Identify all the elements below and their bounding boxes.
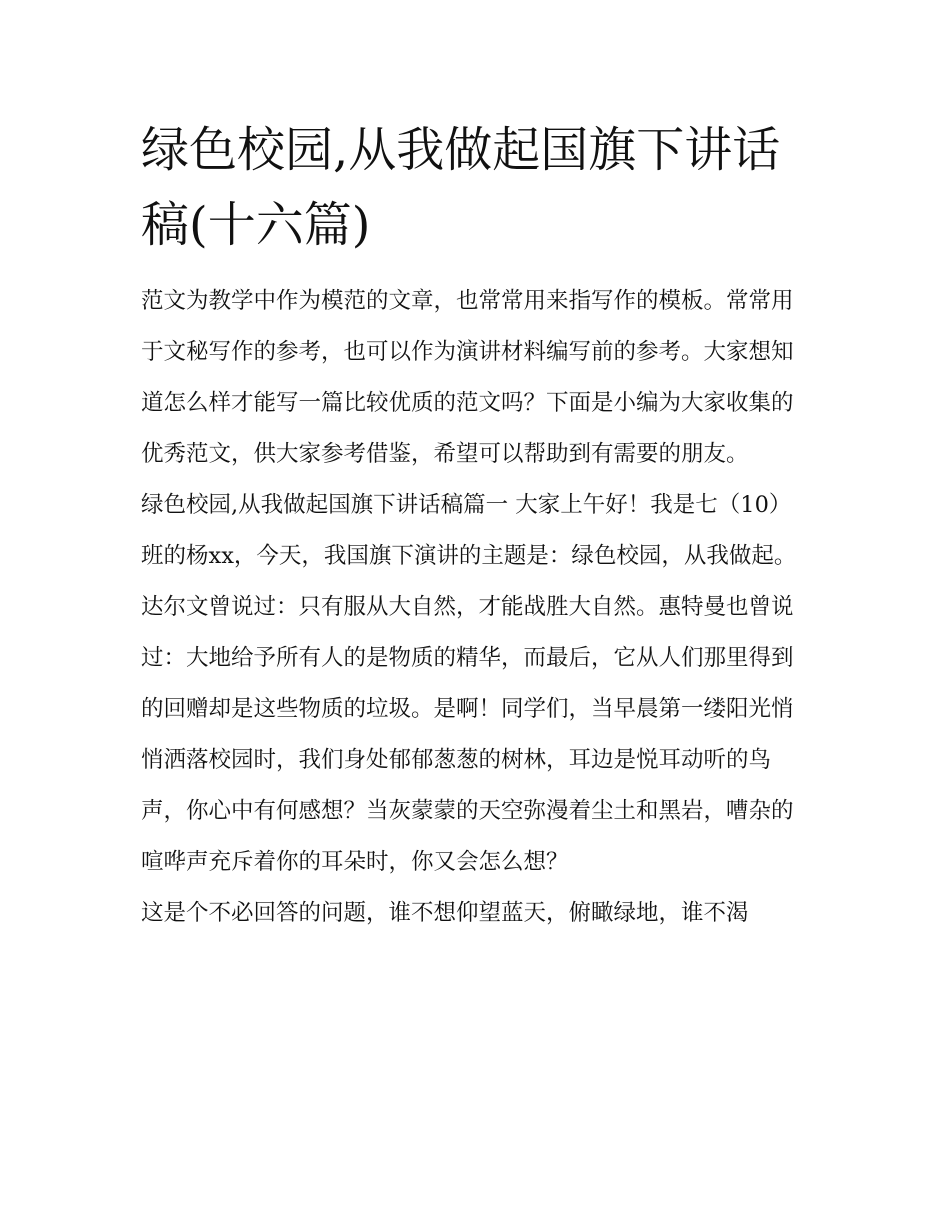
document-body: [141, 276, 813, 939]
document-page: [141, 113, 813, 939]
document-title: 绿色校园,从我做起国旗下讲话稿(十六篇): [141, 122, 781, 253]
paragraph-quotes: 达尔文曾说过：只有服从大自然，才能战胜大自然。惠特曼也曾说过：大地给予所有人的是物质的精华，而最后，它从人们那里得到的回赠却是这些物质的垃圾。是啊！同学们，当早晨第一缕阳光悄悄洒落校园时，我们身处郁郁葱葱的树林，耳边是悦耳动听的鸟声，你心中有何感想？当灰蒙蒙的天空弥漫着尘土和黑岩，嘈杂的喧哗声充斥着你的耳朵时，你又会怎么想？: [141, 594, 794, 875]
paragraph-speech-opening: 绿色校园,从我做起国旗下讲话稿篇一 大家上午好！我是七（10）班的杨xx，今天，我国旗下演讲的主题是：绿色校园，从我做起。: [141, 492, 797, 569]
paragraph-continuation: 这是个不必回答的问题，谁不想仰望蓝天，俯瞰绿地，谁不渴: [141, 900, 749, 926]
paragraph-intro: 范文为教学中作为模范的文章，也常常用来指写作的模板。常常用于文秘写作的参考，也可以作为演讲材料编写前的参考。大家想知道怎么样才能写一篇比较优质的范文吗？下面是小编为大家收集的优秀范文，供大家参考借鉴，希望可以帮助到有需要的朋友。: [141, 288, 794, 467]
